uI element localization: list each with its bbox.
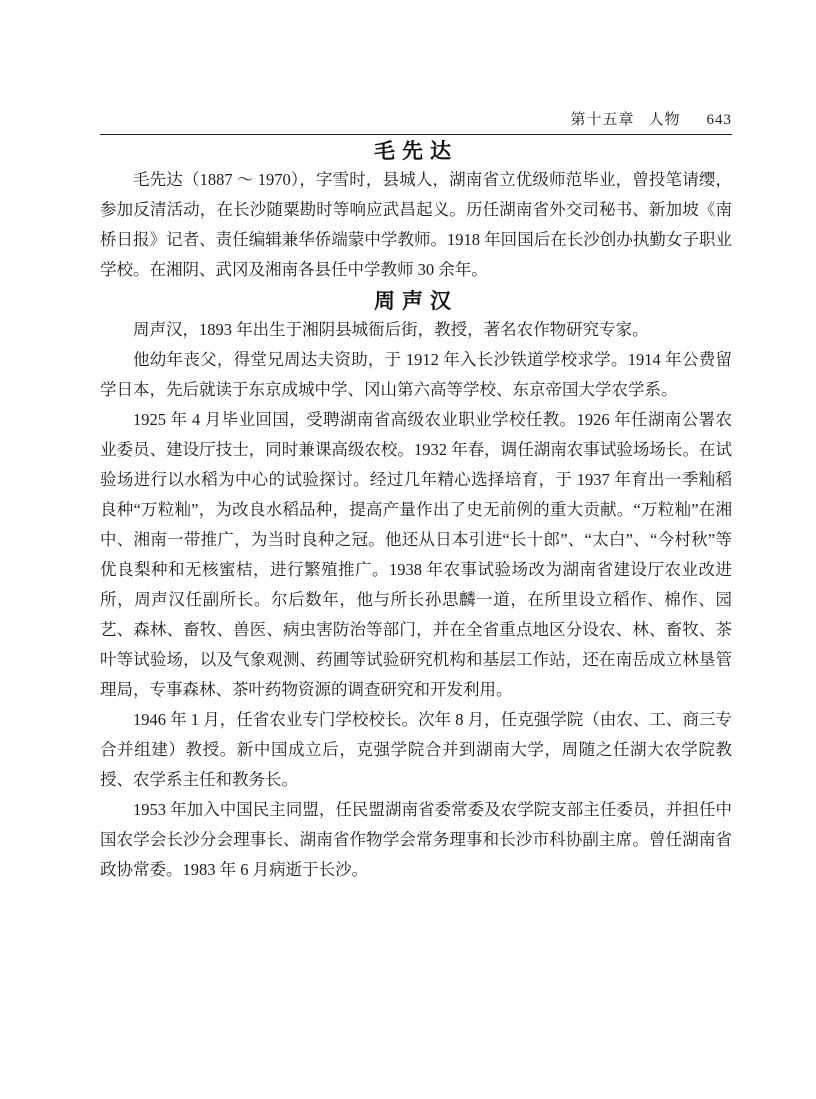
paragraph-mao-bio: 毛先达（1887 ～ 1970），字雪时，县城人，湖南省立优级师范毕业，曾投笔请缨，参加反清活动，在长沙随粟勘时等响应武昌起义。历任湖南省外交司秘书、新加坡《南桥日报》记者、责任编辑兼华侨端蒙中学教师。1918 年回国后在长沙创办执勤女子职业学校。在湘阴、武冈及湘南各县任中学教师 30 余年。	[100, 170, 732, 279]
page-content	[100, 0, 732, 885]
entry-title-zhou-shenghan: 周声汉	[374, 290, 458, 313]
paragraph-zhou-1953: 1953 年加入中国民主同盟，任民盟湖南省委常委及农学院支部主任委员，并担任中国农学会长沙分会理事长、湖南省作物学会常务理事和长沙市科协副主席。曾任湖南省政协常委。1983 年 6 月病逝于长沙。	[100, 800, 732, 879]
paragraph-zhou-1946: 1946 年 1 月，任省农业专门学校校长。次年 8 月，任克强学院（由农、工、商三专合并组建）教授。新中国成立后，克强学院合并到湖南大学，周随之任湖大农学院教授、农学系主任和教务长。	[100, 710, 732, 789]
paragraph-zhou-intro: 周声汉，1893 年出生于湘阴县城衙后街，教授，著名农作物研究专家。	[133, 320, 649, 339]
header-chapter-label: 第十五章	[570, 112, 635, 128]
paragraph-zhou-education: 他幼年丧父，得堂兄周达夫资助，于 1912 年入长沙铁道学校求学。1914 年公费留学日本，先后就读于东京成城中学、冈山第六高等学校、东京帝国大学农学系。	[100, 350, 732, 399]
running-header	[100, 108, 732, 129]
page-number: 643	[706, 112, 732, 128]
header-section-label: 人物	[648, 112, 681, 128]
paragraph-zhou-career: 1925 年 4 月毕业回国，受聘湖南省高级农业职业学校任教。1926 年任湖南公署农业委员、建设厅技士，同时兼课高级农校。1932 年春，调任湖南农事试验场场长。在试验场进行以水稻为中心的试验探讨。经过几年精心选择培育，于 1937 年育出一季籼稻良种“万粒籼”，为改良水稻品种，提高产量作出了史无前例的重大贡献。“万粒籼”在湘中、湘南一带推广，为当时良种之冠。他还从日本引进“长十郎”、“太白”、“今村秋”等优良梨种和无核蜜桔，进行繁殖推广。1938 年农事试验场改为湖南省建设厅农业改进所，周声汉任副所长。尔后数年，他与所长孙思麟一道，在所里设立稻作、棉作、园艺、森林、畜牧、兽医、病虫害防治等部门，并在全省重点地区分设农、林、畜牧、茶叶等试验场，以及气象观测、药圃等试验研究机构和基层工作站，还在南岳成立林垦管理局，专事森林、茶叶药物资源的调查研究和开发利用。	[100, 410, 732, 699]
entry-title-mao-xianda: 毛先达	[374, 140, 458, 163]
